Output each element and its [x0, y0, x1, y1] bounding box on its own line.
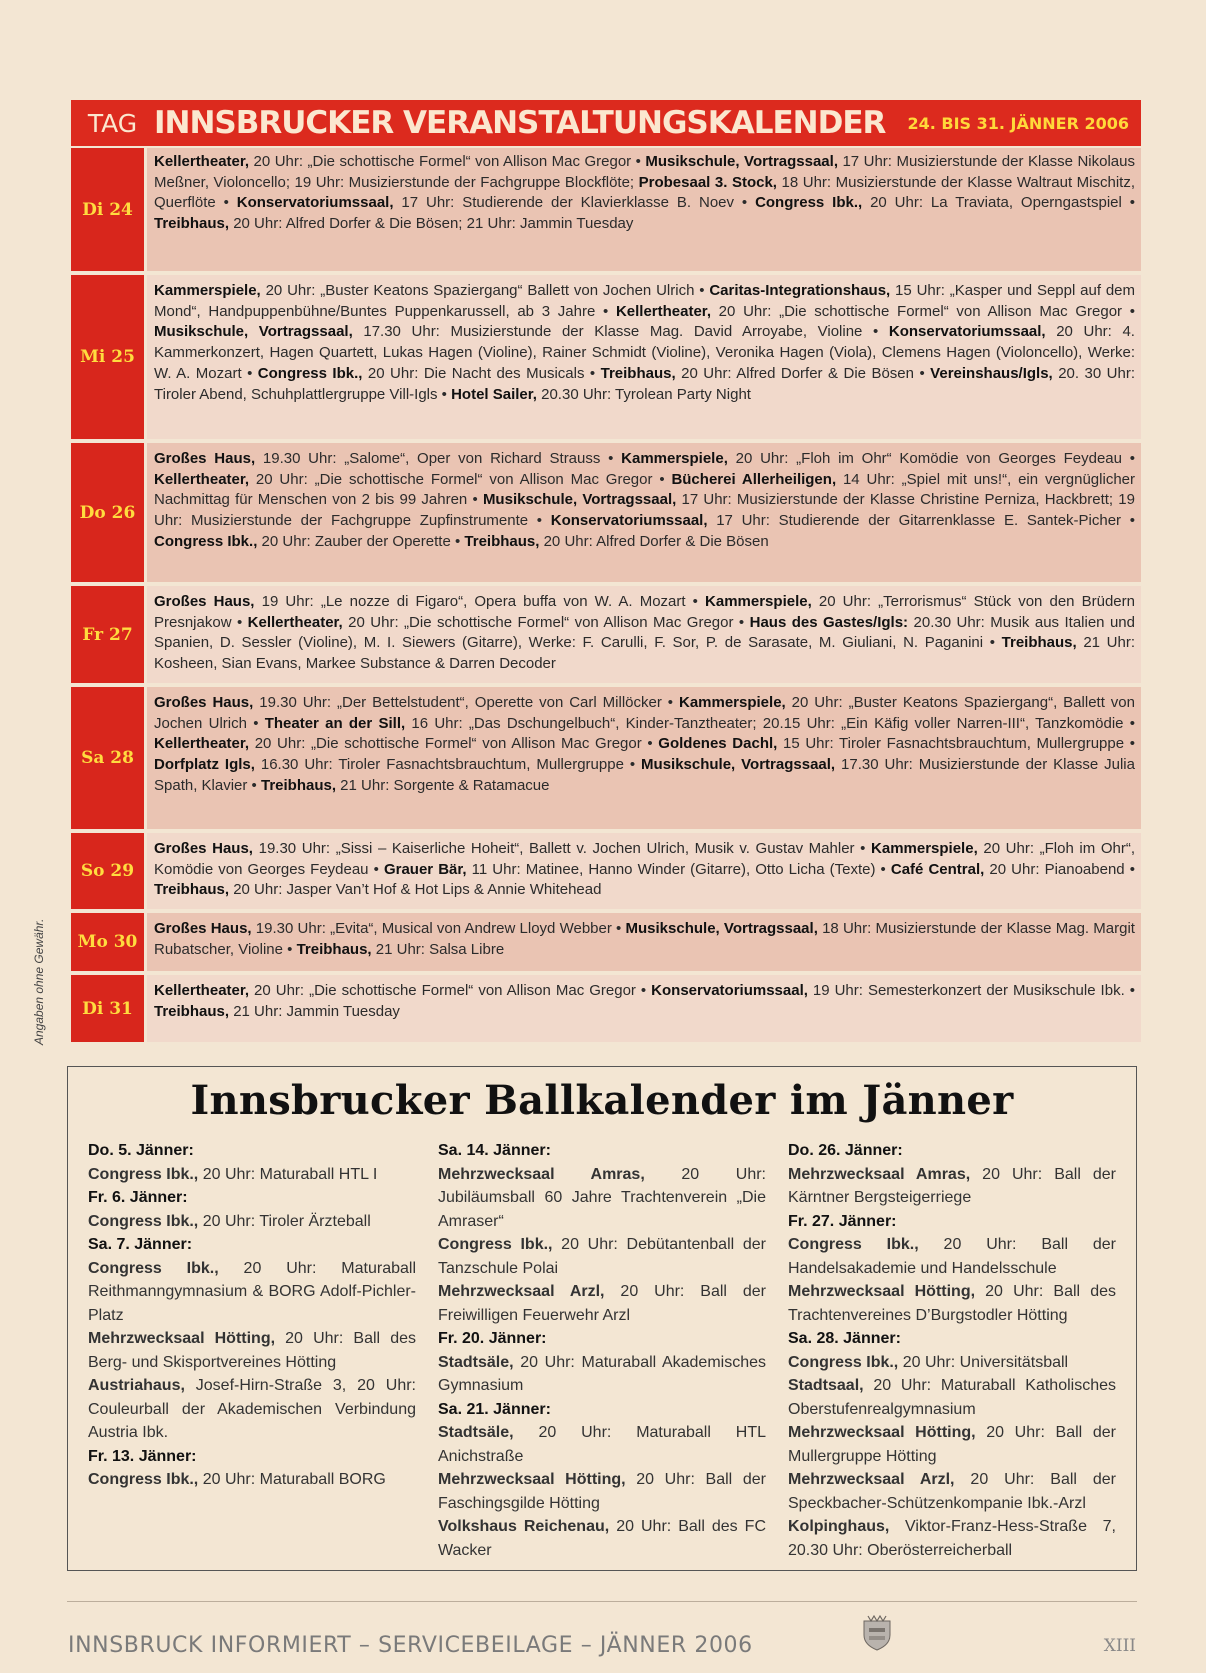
ball-venue: Mehrzwecksaal Amras, [788, 1165, 971, 1183]
event-details: 20 Uhr: „Die schottische Formel“ von Allison Mac Gregor • [249, 470, 672, 488]
ball-entry [88, 1210, 416, 1234]
ball-venue: Mehrzwecksaal Hötting, [788, 1424, 976, 1441]
ball-column [788, 1139, 1116, 1562]
calendar-day-row [71, 586, 1141, 683]
venue-name: Treibhaus, [464, 532, 540, 550]
ball-venue: Stadtsäle, [438, 1353, 514, 1371]
venue-name: Konservatoriumssaal, [888, 323, 1046, 341]
event-details: 20 Uhr: „Buster Keatons Spaziergang“, Ballett von Jochen Ulrich • [154, 694, 1135, 732]
event-details: 20 Uhr: „Die schottische Formel“ von Allison Mac Gregor • [249, 153, 646, 170]
ball-date: Fr. 13. Jänner: [88, 1447, 197, 1465]
event-details: 20 Uhr: Jasper Van’t Hof & Hot Lips & Annie Whitehead [229, 881, 602, 899]
event-details: 18 Uhr: Musizierstunde der Klasse Mag. Margit Rubatscher, Violine • [154, 920, 1135, 958]
event-details: 20 Uhr: Alfred Dorfer & Die Bösen; 21 Uhr: Jammin Tuesday [229, 215, 634, 233]
venue-name: Kellertheater, [154, 735, 250, 753]
venue-name: Konservatoriumssaal, [651, 982, 808, 999]
event-details: 20 Uhr: „Buster Keatons Spaziergang“ Ballett von Jochen Ulrich • [260, 282, 710, 299]
venue-name: Großes Haus, [154, 694, 254, 711]
calendar-day-row [71, 833, 1141, 909]
ball-venue: Congress Ibk., [88, 1259, 219, 1277]
event-details: 21 Uhr: Salsa Libre [371, 940, 505, 958]
venue-name: Hotel Sailer, [451, 385, 537, 403]
ball-entry [438, 1163, 766, 1234]
ball-entry [788, 1374, 1116, 1421]
day-label: So 29 [71, 833, 144, 909]
event-details: 20 Uhr: Pianoabend • [984, 860, 1135, 878]
event-details: 20 Uhr: „Die schottische Formel“ von Allison Mac Gregor • [710, 302, 1135, 320]
ball-venue: Congress Ibk., [88, 1165, 199, 1183]
event-details: 17 Uhr: Studierende der Klavierklasse B. Noev • [393, 194, 756, 212]
event-details: 21 Uhr: Jammin Tuesday [229, 1002, 400, 1020]
ball-venue: Mehrzwecksaal Arzl, [438, 1283, 605, 1300]
event-details: 18 Uhr: Musizierstunde der Klasse Waltraut Mischitz, Querflöte • [154, 173, 1135, 212]
venue-name: Konservatoriumssaal, [550, 512, 708, 530]
venue-name: Kellertheater, [247, 613, 343, 631]
venue-name: Congress Ibk., [154, 532, 258, 550]
ball-entry [438, 1421, 766, 1468]
venue-name: Kellertheater, [154, 153, 250, 170]
day-label: Mi 25 [71, 275, 144, 439]
venue-name: Musikschule, Vortragssaal, [625, 920, 818, 937]
event-details: 19.30 Uhr: „Evita“, Musical von Andrew Lloyd Webber • [251, 920, 626, 937]
header-tag: TAG [87, 108, 138, 138]
ball-date: Sa. 14. Jänner: [438, 1142, 551, 1159]
ball-entry [438, 1468, 766, 1515]
venue-name: Musikschule, Vortragssaal, [154, 323, 353, 341]
ball-details: 20 Uhr: Ball der Kärntner Bergsteigerriege [788, 1165, 1117, 1206]
day-label: Mo 30 [71, 913, 144, 971]
ball-columns [88, 1139, 1116, 1562]
venue-name: Musikschule, Vortragssaal, [641, 756, 836, 774]
ball-venue: Stadtsaal, [788, 1377, 864, 1394]
day-events [147, 913, 1141, 971]
day-events [147, 148, 1141, 271]
event-details: 20 Uhr: „Terrorismus“ Stück von den Brüdern Presnjakow • [154, 593, 1135, 631]
ball-entry [88, 1163, 416, 1187]
venue-name: Haus des Gastes/Igls: [749, 613, 909, 631]
header-date-range: 24. BIS 31. JÄNNER 2006 [907, 113, 1129, 133]
ball-entry [438, 1515, 766, 1562]
ball-entry [438, 1351, 766, 1398]
event-details: 20. 30 Uhr: Tiroler Abend, Schuhplattlergruppe Vill-Igls • [154, 364, 1135, 403]
venue-name: Kammerspiele, [705, 593, 812, 610]
ball-entry [788, 1280, 1116, 1327]
ball-details: 20 Uhr: Tiroler Ärzteball [198, 1212, 371, 1230]
header-title: INNSBRUCKER VERANSTALTUNGSKALENDER [154, 105, 886, 141]
event-details: 20 Uhr: „Die schottische Formel“ von Allison Mac Gregor • [249, 982, 652, 999]
ball-entry [788, 1351, 1116, 1375]
ball-details: 20 Uhr: Ball des FC Wacker [438, 1518, 766, 1559]
venue-name: Konservatoriumssaal, [236, 194, 394, 212]
day-events [147, 275, 1141, 439]
day-label: Sa 28 [71, 687, 144, 829]
ball-entry [788, 1468, 1116, 1515]
event-details: 20 Uhr: „Die schottische Formel“ von Allison Mac Gregor • [342, 613, 750, 631]
event-details: 17.30 Uhr: Musizierstunde der Klasse Julia Spath, Klavier • [154, 756, 1135, 794]
event-details: 21 Uhr: Sorgente & Ratamacue [336, 776, 550, 794]
venue-name: Großes Haus, [154, 840, 253, 857]
ball-details: 20 Uhr: Ball der Faschingsgilde Hötting [438, 1471, 766, 1512]
venue-name: Vereinshaus/Igls, [930, 364, 1053, 382]
ball-venue: Mehrzwecksaal Arzl, [788, 1471, 955, 1488]
ball-entry [788, 1515, 1116, 1562]
footer-text: INNSBRUCK INFORMIERT – SERVICEBEILAGE – JÄNNER 2006 [68, 1633, 753, 1658]
venue-name: Treibhaus, [1001, 634, 1077, 652]
ball-entry [88, 1374, 416, 1445]
ball-entry [438, 1233, 766, 1280]
ball-entry [788, 1233, 1116, 1280]
day-events [147, 586, 1141, 683]
event-details: 17 Uhr: Studierende der Gitarrenklasse E. Santek-Picher • [707, 512, 1135, 530]
ball-details: 20 Uhr: Debütantenball der Tanzschule Polai [438, 1236, 766, 1277]
ball-entry [788, 1163, 1116, 1210]
ball-date: Do. 26. Jänner: [788, 1142, 903, 1159]
day-events [147, 443, 1141, 582]
calendar-day-row [71, 975, 1141, 1042]
ball-details: 20 Uhr: Ball der Freiwilligen Feuerwehr Arzl [438, 1283, 767, 1324]
ball-details: 20 Uhr: Maturaball BORG [198, 1471, 386, 1488]
venue-name: Musikschule, Vortragssaal, [482, 491, 677, 509]
ball-details: 20 Uhr: Ball der Handelsakademie und Handelsschule [788, 1236, 1117, 1277]
venue-name: Probesaal 3. Stock, [638, 173, 777, 191]
venue-name: Theater an der Sill, [264, 714, 406, 732]
day-label: Do 26 [71, 443, 144, 582]
ball-details: 20 Uhr: Ball des Berg- und Skisportvereines Hötting [88, 1330, 417, 1371]
venue-name: Kellertheater, [615, 302, 711, 320]
event-details: 20 Uhr: Die Nacht des Musicals • [362, 364, 601, 382]
ball-date: Fr. 20. Jänner: [438, 1330, 547, 1347]
event-details: 16.30 Uhr: Tiroler Fasnachtsbrauchtum, Mullergruppe • [254, 756, 642, 774]
calendar-day-row [71, 443, 1141, 582]
event-details: 21 Uhr: Kosheen, Sian Evans, Markee Substance & Darren Decoder [154, 634, 1136, 673]
footer-rule [67, 1601, 1137, 1602]
ball-details: 20 Uhr: Universitätsball [898, 1353, 1069, 1371]
event-details: 20.30 Uhr: Tyrolean Party Night [536, 385, 751, 403]
venue-name: Goldenes Dachl, [658, 735, 778, 753]
calendar-day-row [71, 913, 1141, 971]
ball-venue: Congress Ibk., [88, 1212, 199, 1230]
disclaimer-note: Angaben ohne Gewähr. [32, 918, 46, 1045]
calendar-header [71, 100, 1141, 146]
venue-name: Kammerspiele, [621, 450, 728, 467]
ball-column [88, 1139, 416, 1562]
event-details: 19 Uhr: „Le nozze di Figaro“, Opera buffa von W. A. Mozart • [254, 593, 706, 610]
ball-column [438, 1139, 766, 1562]
event-details: 19.30 Uhr: „Salome“, Oper von Richard Strauss • [255, 450, 622, 467]
ball-venue: Congress Ibk., [788, 1353, 899, 1371]
ball-details: 20 Uhr: Maturaball HTL I [198, 1165, 378, 1183]
calendar-day-row [71, 275, 1141, 439]
venue-name: Congress Ibk., [257, 364, 363, 382]
ball-venue: Congress Ibk., [788, 1236, 919, 1253]
event-details: 20 Uhr: La Traviata, Operngastspiel • [862, 194, 1135, 212]
event-details: 20 Uhr: „Floh im Ohr“, Komödie von Georges Feydeau • [154, 840, 1136, 878]
ball-venue: Stadtsäle, [438, 1424, 514, 1441]
page-number: XIII [1103, 1636, 1136, 1656]
ball-venue: Volkshaus Reichenau, [438, 1518, 610, 1535]
ball-date: Sa. 7. Jänner: [88, 1236, 193, 1253]
event-details: 16 Uhr: „Das Dschungelbuch“, Kinder-Tanztheater; 20.15 Uhr: „Ein Käfig voller Narren-III“, Tanzkomödie • [405, 714, 1135, 732]
ball-details: 20 Uhr: Maturaball Reithmanngymnasium & BORG Adolf-Pichler-Platz [88, 1259, 416, 1324]
ball-venue: Congress Ibk., [438, 1236, 553, 1253]
venue-name: Congress Ibk., [755, 194, 863, 212]
ball-details: Viktor-Franz-Hess-Straße 7, 20.30 Uhr: Oberösterreicherball [788, 1518, 1116, 1559]
event-calendar [71, 148, 1141, 1046]
ball-date: Fr. 27. Jänner: [788, 1212, 897, 1230]
ball-details: 20 Uhr: Maturaball Akademisches Gymnasium [438, 1353, 766, 1394]
day-label: Di 24 [71, 148, 144, 271]
ball-date: Sa. 28. Jänner: [788, 1330, 901, 1347]
venue-name: Großes Haus, [154, 450, 256, 467]
calendar-day-row [71, 148, 1141, 271]
event-details: 14 Uhr: „Spiel mit uns!“, ein vergnüglicher Nachmittag für Menschen von 2 bis 99 Jahren • [154, 470, 1135, 509]
ball-venue: Mehrzwecksaal Hötting, [88, 1330, 276, 1347]
ball-venue: Congress Ibk., [88, 1471, 199, 1488]
event-details: 17 Uhr: Musizierstunde der Klasse Christine Perniza, Hackbrett; 19 Uhr: Musizierstunde der Fachgruppe Zupfinstrumente • [154, 491, 1135, 530]
venue-name: Musikschule, Vortragssaal, [645, 153, 838, 170]
ball-details: 20 Uhr: Ball des Trachtenvereines D’Burgstodler Hötting [788, 1283, 1117, 1324]
venue-name: Grauer Bär, [383, 860, 467, 878]
day-events [147, 687, 1141, 829]
event-details: 20 Uhr: Alfred Dorfer & Die Bösen [539, 532, 769, 550]
ball-details: 20 Uhr: Jubiläumsball 60 Jahre Trachtenverein „Die Amraser“ [438, 1165, 766, 1230]
event-details: 19.30 Uhr: „Sissi – Kaiserliche Hoheit“, Ballett v. Jochen Ulrich, Musik v. Gustav Mahler • [252, 840, 872, 857]
event-details: 19.30 Uhr: „Der Bettelstudent“, Operette von Carl Millöcker • [253, 694, 679, 711]
ball-date: Fr. 6. Jänner: [88, 1189, 188, 1206]
venue-name: Kammerspiele, [154, 282, 261, 299]
day-label: Di 31 [71, 975, 144, 1042]
ball-calendar [67, 1066, 1137, 1571]
event-details: 20 Uhr: „Die schottische Formel“ von Allison Mac Gregor • [249, 735, 659, 753]
day-events [147, 975, 1141, 1042]
event-details: 20.30 Uhr: Musik aus Italien und Spanien, D. Sessler (Violine), M. I. Siewers (Gitarre), Werke: F. Carulli, F. Sor, P. de Sarasate, M. Giuliani, N. Paganini • [154, 613, 1135, 652]
ball-date: Sa. 21. Jänner: [438, 1400, 551, 1418]
event-details: 20 Uhr: Alfred Dorfer & Die Bösen • [675, 364, 931, 382]
ball-entry [88, 1327, 416, 1374]
venue-name: Kammerspiele, [871, 840, 978, 857]
ball-entry [88, 1468, 416, 1492]
ball-venue: Mehrzwecksaal Hötting, [788, 1283, 976, 1300]
ball-entry [438, 1280, 766, 1327]
event-details: 20 Uhr: Zauber der Operette • [257, 532, 465, 550]
venue-name: Kellertheater, [154, 470, 250, 488]
venue-name: Großes Haus, [154, 593, 255, 610]
event-details: 15 Uhr: Tiroler Fasnachtsbrauchtum, Mullergruppe • [777, 735, 1135, 753]
ball-calendar-title: Innsbrucker Ballkalender im Jänner [190, 1077, 1014, 1124]
day-events [147, 833, 1141, 909]
ball-details: 20 Uhr: Ball der Speckbacher-Schützenkompanie Ibk.-Arzl [788, 1471, 1117, 1512]
event-details: 11 Uhr: Matinee, Hanno Winder (Gitarre), Otto Licha (Texte) • [466, 860, 891, 878]
venue-name: Großes Haus, [154, 920, 252, 937]
venue-name: Kellertheater, [154, 982, 250, 999]
coat-of-arms-icon [862, 1613, 892, 1651]
venue-name: Treibhaus, [154, 215, 230, 233]
event-details: 17.30 Uhr: Musizierstunde der Klasse Mag. David Arroyabe, Violine • [352, 323, 889, 341]
calendar-day-row [71, 687, 1141, 829]
venue-name: Kammerspiele, [678, 694, 786, 711]
ball-details: Josef-Hirn-Straße 3, 20 Uhr: Couleurball der Akademischen Verbindung Austria Ibk. [88, 1377, 416, 1441]
ball-venue: Kolpinghaus, [788, 1518, 890, 1535]
day-label: Fr 27 [71, 586, 144, 683]
venue-name: Treibhaus, [154, 881, 230, 899]
venue-name: Bücherei Allerheiligen, [671, 470, 837, 488]
ball-entry [788, 1421, 1116, 1468]
venue-name: Treibhaus, [154, 1002, 230, 1020]
ball-entry [88, 1257, 416, 1328]
event-details: 19 Uhr: Semesterkonzert der Musikschule Ibk. • [807, 982, 1135, 999]
ball-venue: Mehrzwecksaal Amras, [438, 1165, 645, 1183]
venue-name: Treibhaus, [260, 776, 337, 794]
venue-name: Café Central, [890, 860, 985, 878]
venue-name: Caritas-Integrationshaus, [709, 282, 891, 299]
venue-name: Dorfplatz Igls, [154, 756, 255, 774]
ball-details: 20 Uhr: Maturaball Katholisches Oberstufenrealgymnasium [788, 1377, 1116, 1418]
venue-name: Treibhaus, [600, 364, 676, 382]
ball-details: 20 Uhr: Maturaball HTL Anichstraße [438, 1424, 766, 1465]
ball-date: Do. 5. Jänner: [88, 1142, 194, 1159]
ball-details: 20 Uhr: Ball der Mullergruppe Hötting [788, 1424, 1116, 1465]
event-details: 17 Uhr: Musizierstunde der Klasse Nikolaus Meßner, Violoncello; 19 Uhr: Musizierstunde der Fachgruppe Blockflöte; [154, 153, 1135, 191]
event-details: 20 Uhr: 4. Kammerkonzert, Hagen Quartett, Lukas Hagen (Violine), Rainer Schmidt (Violine), Veronika Hagen (Viola), Clemens Hagen (Violoncello), Werke: W. A. Mozart • [154, 323, 1135, 382]
ball-venue: Austriahaus, [88, 1377, 185, 1394]
event-details: 20 Uhr: „Floh im Ohr“ Komödie von Georges Feydeau • [727, 450, 1135, 467]
venue-name: Treibhaus, [296, 940, 372, 958]
ball-venue: Mehrzwecksaal Hötting, [438, 1471, 626, 1488]
event-details: 15 Uhr: „Kasper und Seppl auf dem Mond“, Handpuppenbühne/Buntes Puppenkarussell, ab 3 Jahre • [154, 282, 1136, 320]
